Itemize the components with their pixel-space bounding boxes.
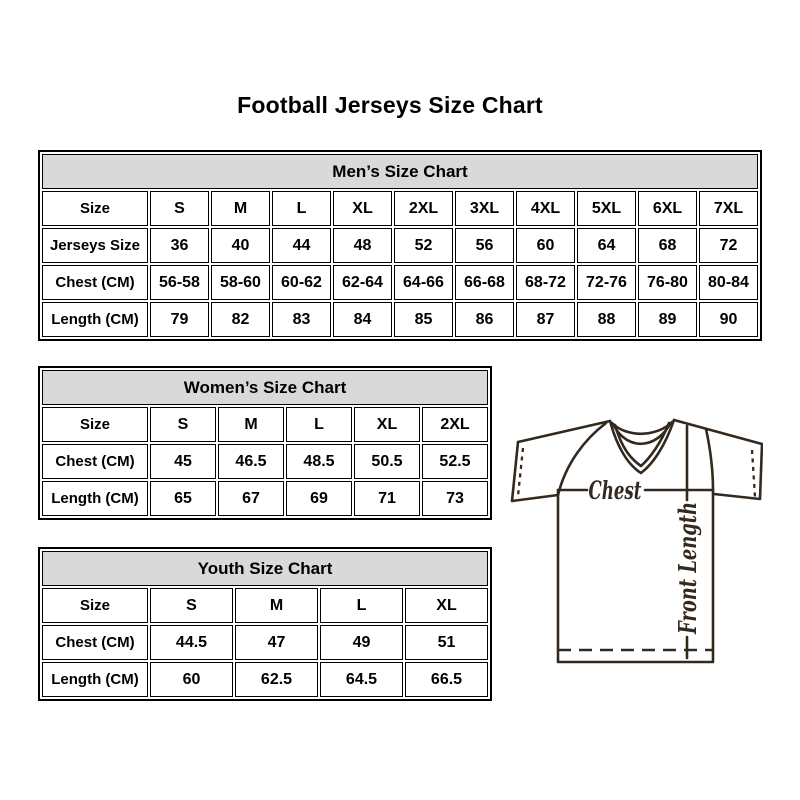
size-cell: 56 <box>455 228 514 263</box>
size-cell: 60 <box>150 662 233 697</box>
size-cell: 67 <box>218 481 284 516</box>
size-cell: 3XL <box>455 191 514 226</box>
size-cell: M <box>211 191 270 226</box>
size-cell: 2XL <box>422 407 488 442</box>
row-label: Size <box>42 407 148 442</box>
size-cell: 68-72 <box>516 265 575 300</box>
size-cell: 62-64 <box>333 265 392 300</box>
size-cell: 52 <box>394 228 453 263</box>
size-cell: 49 <box>320 625 403 660</box>
row-label: Size <box>42 588 148 623</box>
size-cell: 69 <box>286 481 352 516</box>
row-label: Length (CM) <box>42 481 148 516</box>
row-label: Jerseys Size <box>42 228 148 263</box>
size-cell: 48.5 <box>286 444 352 479</box>
size-cell: 64.5 <box>320 662 403 697</box>
size-cell: 7XL <box>699 191 758 226</box>
size-cell: 44.5 <box>150 625 233 660</box>
size-cell: 88 <box>577 302 636 337</box>
size-cell: 5XL <box>577 191 636 226</box>
youth-size-table <box>38 547 492 701</box>
size-cell: 47 <box>235 625 318 660</box>
size-cell: 46.5 <box>218 444 284 479</box>
size-cell: XL <box>354 407 420 442</box>
size-cell: 85 <box>394 302 453 337</box>
size-cell: 40 <box>211 228 270 263</box>
size-cell: 44 <box>272 228 331 263</box>
size-cell: L <box>272 191 331 226</box>
size-cell: 65 <box>150 481 216 516</box>
jersey-measurement-diagram <box>503 407 763 669</box>
table-title: Men’s Size Chart <box>42 154 758 189</box>
row-label: Length (CM) <box>42 302 148 337</box>
size-cell: 36 <box>150 228 209 263</box>
size-cell: 6XL <box>638 191 697 226</box>
size-cell: 60 <box>516 228 575 263</box>
size-cell: 89 <box>638 302 697 337</box>
size-cell: M <box>218 407 284 442</box>
size-cell: 45 <box>150 444 216 479</box>
mens-size-table <box>38 150 762 341</box>
size-cell: 90 <box>699 302 758 337</box>
size-cell: S <box>150 407 216 442</box>
front-length-label: Front Length <box>673 456 702 634</box>
size-cell: 87 <box>516 302 575 337</box>
size-cell: 84 <box>333 302 392 337</box>
size-cell: 66.5 <box>405 662 488 697</box>
size-cell: 56-58 <box>150 265 209 300</box>
size-cell: 66-68 <box>455 265 514 300</box>
row-label: Length (CM) <box>42 662 148 697</box>
size-cell: 73 <box>422 481 488 516</box>
size-cell: 52.5 <box>422 444 488 479</box>
size-cell: 79 <box>150 302 209 337</box>
page-title: Football Jerseys Size Chart <box>237 92 543 118</box>
size-cell: 72-76 <box>577 265 636 300</box>
table-title: Youth Size Chart <box>42 551 488 586</box>
size-cell: 86 <box>455 302 514 337</box>
size-cell: 80-84 <box>699 265 758 300</box>
size-cell: 68 <box>638 228 697 263</box>
size-cell: 60-62 <box>272 265 331 300</box>
size-cell: 58-60 <box>211 265 270 300</box>
size-cell: 83 <box>272 302 331 337</box>
size-cell: 50.5 <box>354 444 420 479</box>
size-cell: L <box>286 407 352 442</box>
table-title: Women’s Size Chart <box>42 370 488 405</box>
chest-label: Chest <box>588 476 642 505</box>
size-cell: S <box>150 191 209 226</box>
size-cell: 51 <box>405 625 488 660</box>
size-cell: XL <box>333 191 392 226</box>
size-cell: L <box>320 588 403 623</box>
row-label: Chest (CM) <box>42 625 148 660</box>
size-cell: 4XL <box>516 191 575 226</box>
size-cell: 62.5 <box>235 662 318 697</box>
size-cell: M <box>235 588 318 623</box>
size-cell: 71 <box>354 481 420 516</box>
size-cell: 64-66 <box>394 265 453 300</box>
womens-size-table <box>38 366 492 520</box>
size-cell: S <box>150 588 233 623</box>
size-cell: 2XL <box>394 191 453 226</box>
row-label: Chest (CM) <box>42 444 148 479</box>
row-label: Size <box>42 191 148 226</box>
row-label: Chest (CM) <box>42 265 148 300</box>
size-cell: 72 <box>699 228 758 263</box>
size-cell: 76-80 <box>638 265 697 300</box>
size-cell: XL <box>405 588 488 623</box>
size-cell: 82 <box>211 302 270 337</box>
jersey-outline-icon <box>512 420 762 662</box>
size-cell: 48 <box>333 228 392 263</box>
size-cell: 64 <box>577 228 636 263</box>
